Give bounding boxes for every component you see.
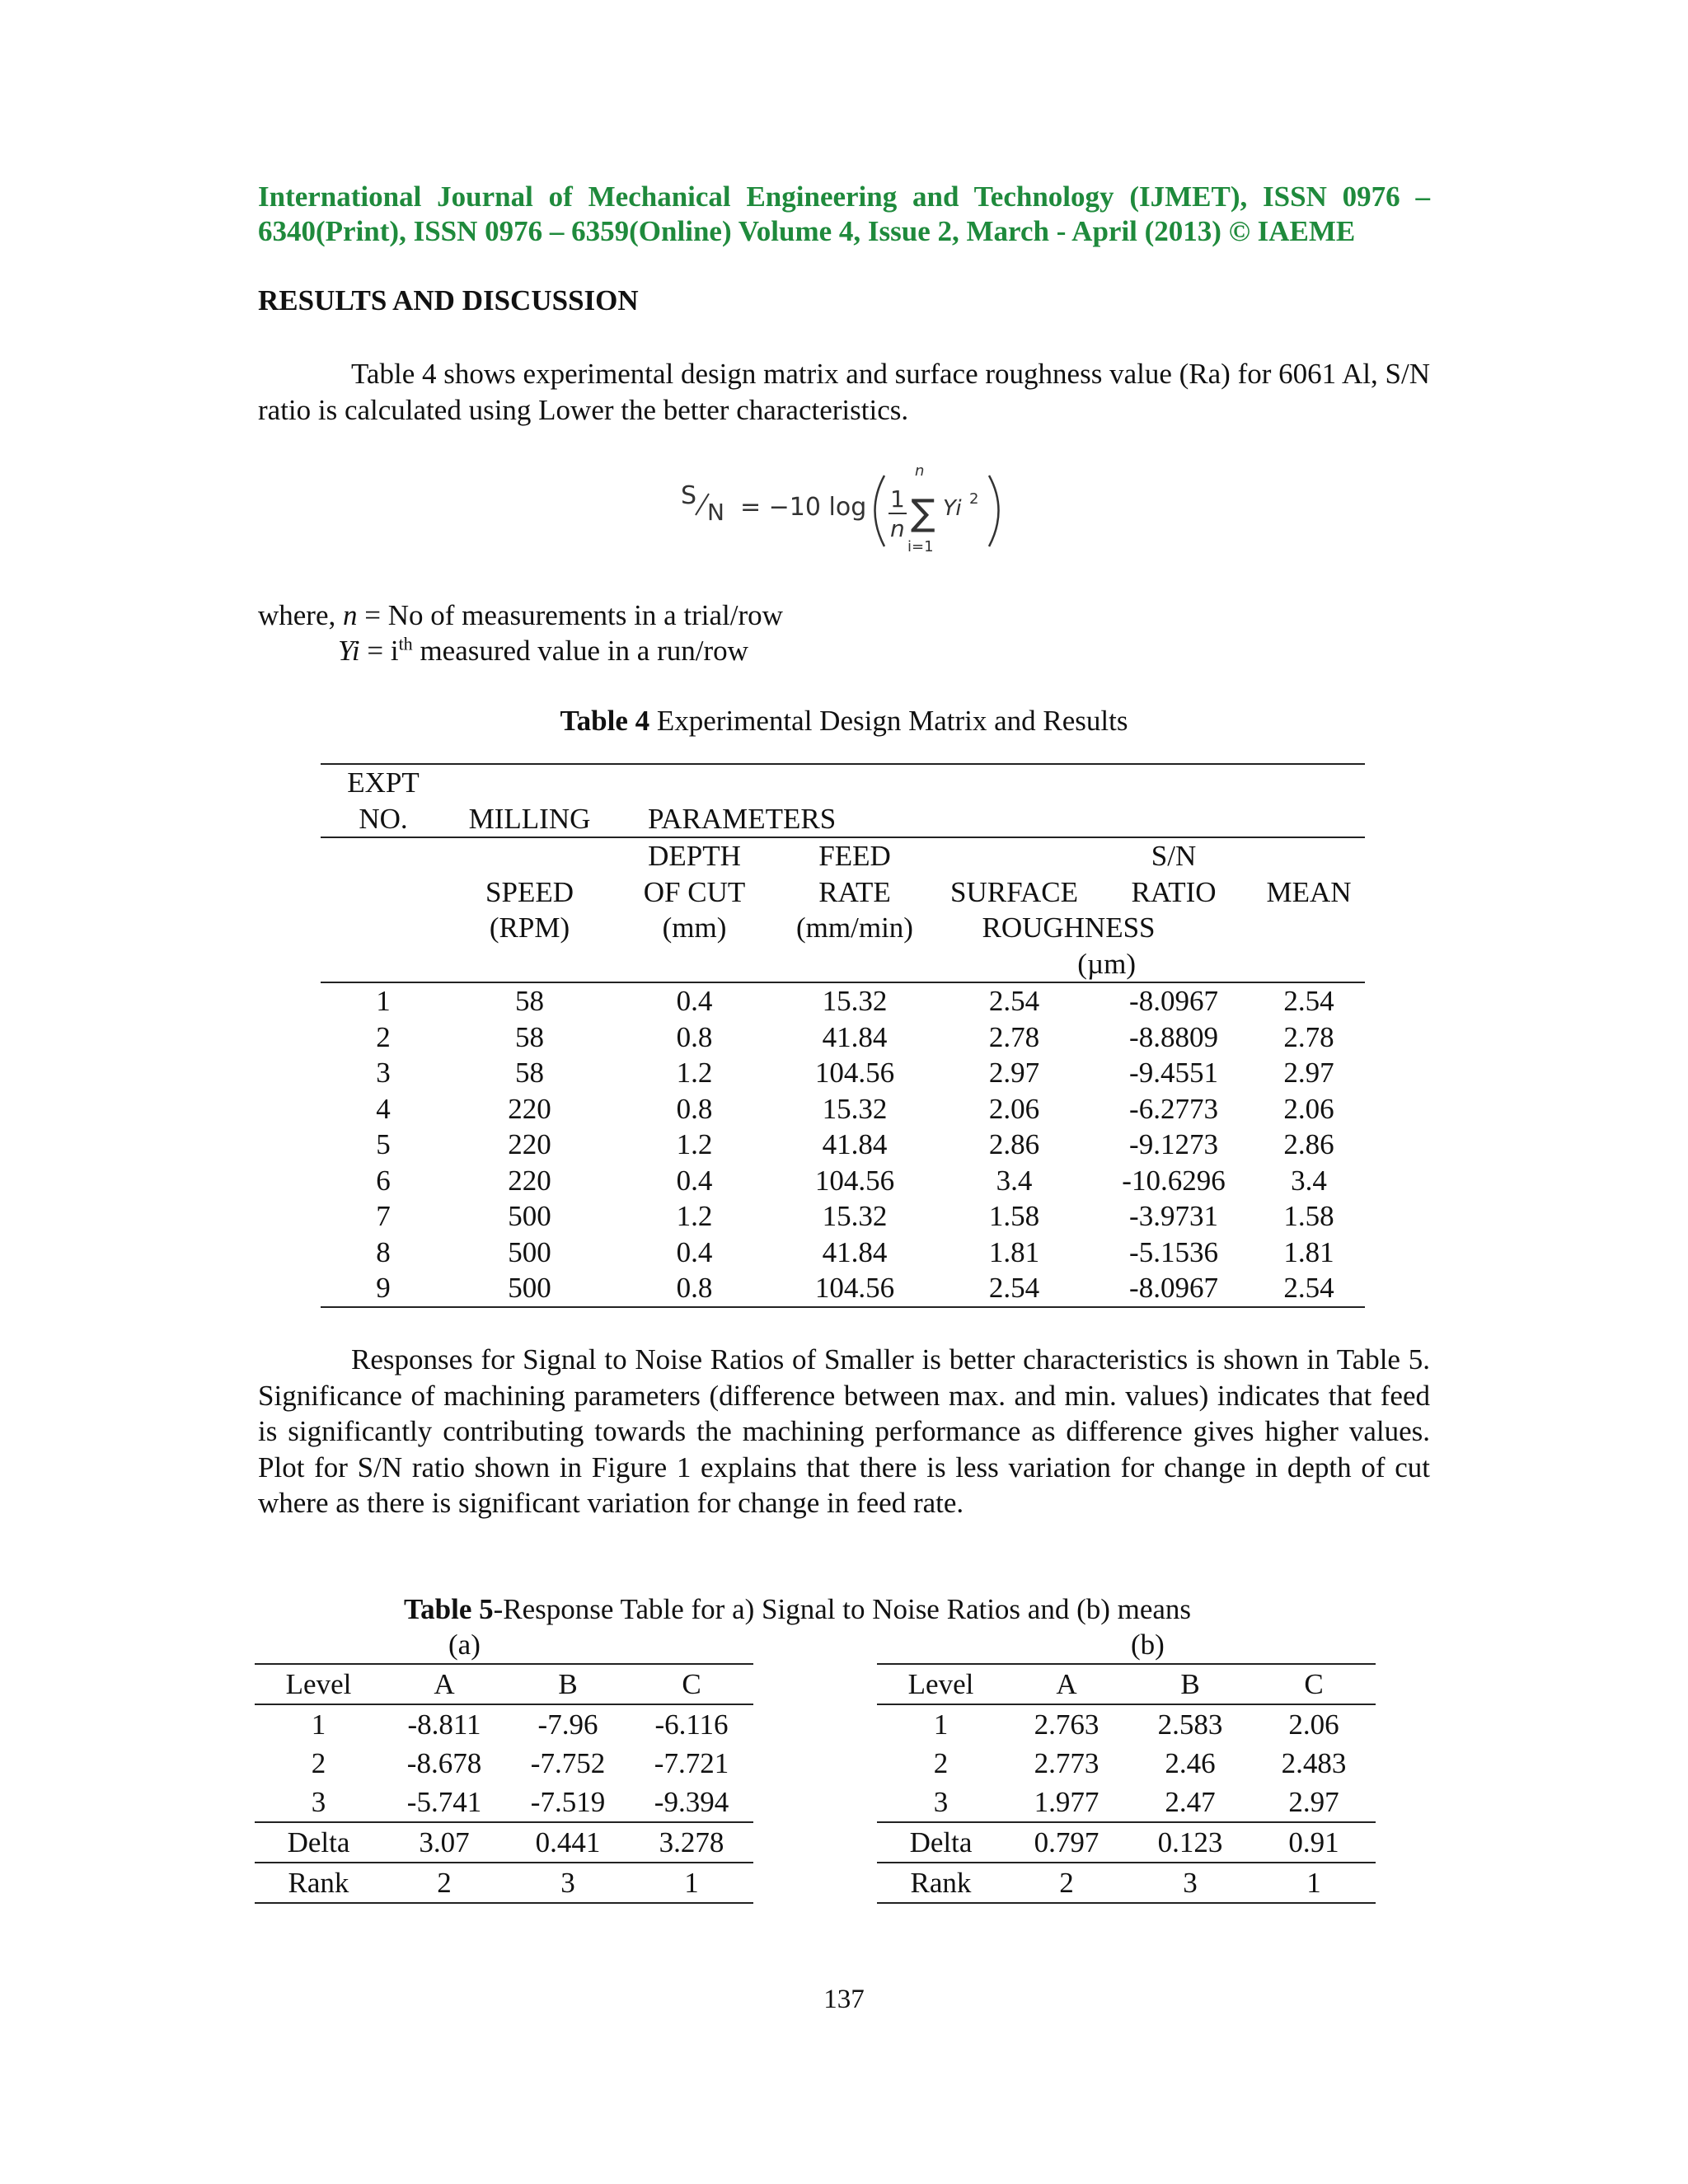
table-row [321,1091,1365,1127]
table-cell: 58 [515,985,544,1017]
table-cell: 1 [933,1708,949,1741]
table-row [255,1863,753,1903]
table-cell: -10.6296 [1122,1164,1226,1197]
table-cell: 2.47 [1128,1783,1252,1822]
formula-n: N [707,499,724,526]
table-cell: 2.86 [1283,1128,1334,1160]
table-cell: 1.2 [676,1200,713,1232]
table-cell: C [1252,1664,1376,1704]
table-cell: 500 [508,1200,551,1232]
section-title: RESULTS AND DISCUSSION [258,284,639,316]
table-row [321,982,1365,1019]
table-cell: 104.56 [814,1164,895,1197]
table-row [321,1270,1365,1307]
table-4-header-row-3: DEPTH FEED S/N [648,840,1197,872]
table-cell: Rank [255,1863,382,1903]
table-cell: -7.752 [530,1747,606,1779]
table-cell: C [630,1664,753,1704]
table-cell: 3.278 [630,1822,753,1863]
table-cell: 0.8 [676,1092,713,1125]
table-row [877,1744,1376,1783]
table-cell: 0.4 [676,985,713,1017]
page-number: 137 [823,1985,865,2014]
table-row [321,1235,1365,1271]
table-5b-label: (b) [1131,1629,1165,1661]
table-cell: 2.97 [988,1057,1040,1089]
table-cell: 1.81 [988,1235,1040,1268]
table-cell: 41.84 [822,1235,888,1268]
table-cell: -8.8809 [1129,1020,1218,1053]
table-cell: -5.741 [382,1783,506,1822]
table-cell: 0.8 [676,1020,713,1053]
table-cell: B [1128,1664,1252,1704]
formula-sum-top: n [915,462,925,480]
table-cell: 15.32 [822,1200,888,1232]
table-cell: 2 [311,1747,326,1779]
table-4-caption: Table 4 Experimental Design Matrix and Results [560,705,1128,737]
table-cell: Level [877,1664,1005,1704]
table-row [321,1055,1365,1091]
table-cell: Rank [877,1863,1005,1903]
table-cell: 104.56 [814,1057,895,1089]
table-5-caption: Table 5-Response Table for a) Signal to Noise Ratios and (b) means [404,1593,1192,1625]
table-cell: 2.06 [1283,1092,1334,1125]
table-cell: 9 [321,1270,446,1307]
table-cell: 2.773 [1034,1747,1100,1779]
table-row [321,1127,1365,1163]
table-cell: 2.54 [934,1270,1095,1307]
table-cell: 6 [376,1164,391,1197]
where-line-2: $Yi = i^{th}$ measured value in a run/row [338,633,748,667]
table-cell: 1.58 [988,1200,1040,1232]
table-cell: Level [255,1664,382,1704]
table-cell: -9.4551 [1129,1057,1218,1089]
table-5b-means [877,1663,1376,1904]
formula-sum-sign: ∑ [911,492,935,534]
table-cell: 8 [376,1235,391,1268]
table-cell: 58 [515,1020,544,1053]
table-cell: 1.58 [1283,1200,1334,1232]
table-4-body [321,982,1365,1307]
table-cell: Delta [877,1822,1005,1863]
table-cell: 2.06 [1288,1708,1339,1741]
formula-equals: = −10 log [740,493,867,522]
table-cell: 1.977 [1005,1783,1128,1822]
table-cell: 58 [515,1057,544,1089]
table-cell: 2.483 [1281,1747,1347,1779]
table-cell: -8.678 [406,1747,482,1779]
table-cell: -9.394 [630,1783,753,1822]
table-cell: 3 [255,1783,382,1822]
table-row [877,1783,1376,1822]
table-cell: 2.97 [1252,1783,1376,1822]
table-cell: 3 [376,1057,391,1089]
table-4-header-row-5: (RPM) (mm) (mm/min) ROUGHNESS [489,912,1156,944]
table-cell: 7 [376,1200,391,1232]
table-row [255,1822,753,1863]
table-row [877,1664,1376,1704]
table-cell: 3.4 [996,1164,1033,1197]
table-cell: B [506,1664,630,1704]
table-cell: 2.78 [1283,1020,1334,1053]
table-cell: -8.811 [407,1708,481,1741]
table-cell: A [382,1664,506,1704]
table-cell: 2.97 [1283,1057,1334,1089]
table-row [255,1704,753,1744]
table-cell: 5 [376,1128,391,1160]
table-cell: -7.96 [537,1708,598,1741]
table-cell: 2.54 [988,985,1040,1017]
table-cell: 0.441 [506,1822,630,1863]
table-4-header-row-2: NO. MILLING PARAMETERS [321,801,1365,838]
table-cell: -8.0967 [1095,1270,1253,1307]
table-cell: 2.54 [1253,1270,1365,1307]
formula-one: 1 [890,485,905,513]
table-row [321,1163,1365,1199]
table-cell: -3.9731 [1129,1200,1218,1232]
table-cell: 0.91 [1252,1822,1376,1863]
table-cell: 3.07 [382,1822,506,1863]
table-cell: 3 [506,1863,630,1903]
formula-s: S [681,481,697,510]
table-cell: 2 [376,1020,391,1053]
table-cell: 15.32 [822,1092,888,1125]
table-cell: -7.519 [506,1783,630,1822]
table-cell: A [1005,1664,1128,1704]
table-row [877,1704,1376,1744]
table-cell: 4 [376,1092,391,1125]
paragraph-2: Responses for Signal to Noise Ratios of Smaller is better characteristics is shown in Table 5. Significance of machining parameters (difference between max. and min. values) indicates that feed is significantly contributing towards the machining performance as difference gives higher values. Plot for S/N ratio shown in Figure 1 explains that there is less variation for change in depth of cut where as there is significant variation for change in feed rate. [258,1343,1430,1519]
table-cell: 41.84 [822,1128,888,1160]
table-cell: 2 [382,1863,506,1903]
table-cell: 500 [446,1270,613,1307]
table-cell: -7.721 [654,1747,729,1779]
table-cell: 2.583 [1157,1708,1223,1741]
table-row [321,1198,1365,1235]
table-cell: 1.81 [1283,1235,1334,1268]
table-cell: 3.4 [1291,1164,1327,1197]
formula-power: 2 [969,490,979,508]
table-cell: 0.4 [676,1235,713,1268]
table-5a-signal-to-noise [255,1663,753,1904]
table-cell: 220 [508,1164,551,1197]
table-row [877,1822,1376,1863]
table-cell: 1.2 [676,1057,713,1089]
table-cell: 1 [630,1863,753,1903]
table-cell: Delta [255,1822,382,1863]
table-cell: 15.32 [822,985,888,1017]
table-cell: 1.2 [676,1128,713,1160]
table-cell: 0.797 [1005,1822,1128,1863]
table-cell: 41.84 [822,1020,888,1053]
table-cell: 220 [508,1092,551,1125]
table-cell: 2.54 [1283,985,1334,1017]
table-cell: 500 [508,1235,551,1268]
table-cell: 1 [311,1708,326,1741]
table-cell: 2 [1005,1863,1128,1903]
formula-sum-bottom: i=1 [907,538,934,555]
table-4 [321,763,1365,1308]
table-cell: 0.8 [613,1270,776,1307]
table-4-header-row-6: (µm) [321,946,1365,983]
table-cell: 3 [877,1783,1005,1822]
table-4-header-row-4: SPEED OF CUT RATE SURFACE RATIO MEAN [485,875,1352,908]
table-cell: -9.1273 [1129,1128,1218,1160]
table-cell: -8.0967 [1129,985,1218,1017]
table-cell: 2.46 [1165,1747,1216,1779]
table-cell: 2.06 [988,1092,1040,1125]
table-cell: -6.2773 [1129,1092,1218,1125]
table-cell: 3 [1128,1863,1252,1903]
formula-n-den: n [890,515,905,542]
table-row [255,1744,753,1783]
formula-yi: Yi [943,496,962,521]
table-cell: 0.4 [676,1164,713,1197]
table-cell: -5.1536 [1129,1235,1218,1268]
table-cell: 104.56 [776,1270,934,1307]
table-5a-label: (a) [448,1629,481,1661]
table-cell: -6.116 [654,1708,729,1741]
table-cell: 0.123 [1128,1822,1252,1863]
table-row [255,1664,753,1704]
table-row [255,1783,753,1822]
table-cell: 1 [1252,1863,1376,1903]
table-row [877,1863,1376,1903]
sn-ratio-formula [674,459,1020,556]
table-cell: 220 [508,1128,551,1160]
table-cell: 1 [376,985,391,1017]
table-cell: 2 [933,1747,949,1779]
paragraph-1: Table 4 shows experimental design matrix and surface roughness value (Ra) for 6061 Al, S/N ratio is calculated using Lower the better characteristics. [258,358,1430,426]
journal-header: International Journal of Mechanical Engineering and Technology (IJMET), ISSN 0976 – 6340(Print), ISSN 0976 – 6359(Online) Volume 4, Issue 2, March - April (2013) © IAEME [258,180,1430,247]
table-row [321,1019,1365,1056]
where-line-1: where, n = No of measurements in a trial/row [258,599,783,631]
table-4-header-row-1: EXPT [321,764,1365,801]
table-cell: 2.86 [988,1128,1040,1160]
table-cell: 2.763 [1034,1708,1100,1741]
table-cell: 2.78 [988,1020,1040,1053]
